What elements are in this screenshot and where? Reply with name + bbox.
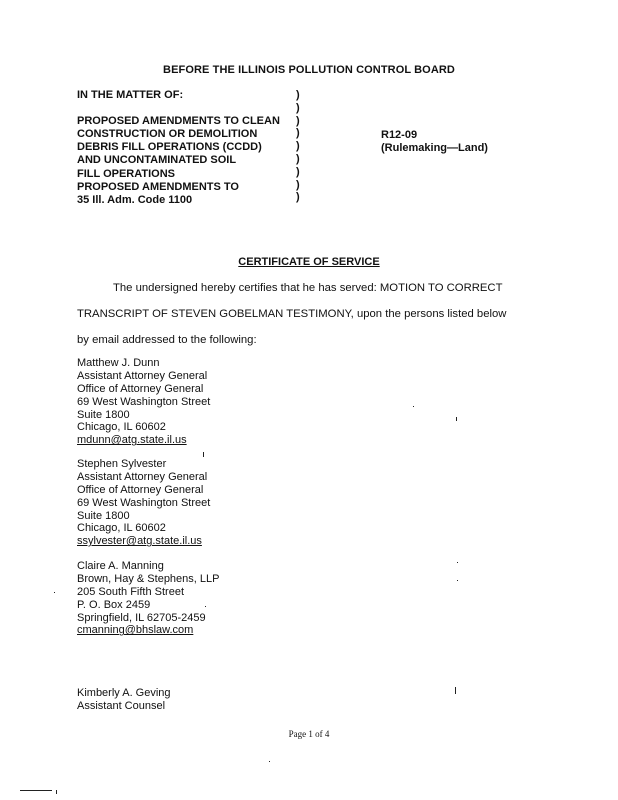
recipient-name: Stephen Sylvester [77,458,167,470]
address-line: 205 South Fifth Street [77,585,185,598]
docket-number: R12-09 [381,129,418,141]
paren: ) [296,178,300,191]
docket-type: (Rulemaking—Land) [381,142,488,154]
scan-speck [205,606,206,607]
caption-parentheses [296,89,300,204]
scan-speck [56,790,57,794]
address-line: 69 West Washington Street [77,496,211,509]
page-number: Page 1 of 4 [288,729,330,739]
caption-line: 35 Ill. Adm. Code 1100 [77,193,193,206]
caption-line: PROPOSED AMENDMENTS TO [77,180,239,193]
recipient-name: Matthew J. Dunn [77,357,160,369]
address-line: Suite 1800 [77,408,130,421]
caption-line [77,102,280,115]
paren: ) [296,165,300,178]
paren: ) [296,191,300,204]
paren: ) [296,127,300,140]
scan-line [20,790,52,791]
caption-line: IN THE MATTER OF: [77,89,184,101]
scan-speck [54,592,55,593]
address-line: Chicago, IL 60602 [77,522,166,535]
recipient-name: Claire A. Manning [77,560,164,572]
recipient-address-block [77,560,219,637]
address-line: P. O. Box 2459 [77,598,151,611]
recipient-email-link[interactable]: ssylvester@atg.state.il.us [77,535,202,548]
caption-line: AND UNCONTAMINATED SOIL [77,154,237,167]
caption-line: PROPOSED AMENDMENTS TO CLEAN [77,115,280,128]
recipient-address-block [77,458,210,548]
scan-speck [413,406,414,407]
scan-speck [455,687,456,694]
paren: ) [296,114,300,127]
address-line: Assistant Attorney General [77,369,208,382]
scan-speck [456,417,457,421]
certificate-text-line: TRANSCRIPT OF STEVEN GOBELMAN TESTIMONY, upon the persons listed below [77,308,507,320]
scan-speck [269,761,270,762]
paren: ) [296,101,300,114]
paren: ) [296,89,300,101]
certificate-text-line: The undersigned hereby certifies that he has served: MOTION TO CORRECT [113,282,503,294]
address-line: Suite 1800 [77,509,130,522]
recipient-address-block [77,357,210,447]
caption-line: CONSTRUCTION OR DEMOLITION [77,128,258,141]
recipient-email-link[interactable]: cmanning@bhslaw.com [77,624,194,637]
address-line: Assistant Counsel [77,699,166,712]
recipient-address-block [77,687,171,713]
address-line: Office of Attorney General [77,483,204,496]
address-line: Brown, Hay & Stephens, LLP [77,572,220,585]
scan-speck [457,580,458,581]
address-line: Chicago, IL 60602 [77,421,166,434]
caption-matter [77,89,280,207]
certificate-title: CERTIFICATE OF SERVICE [238,256,380,268]
address-line: 69 West Washington Street [77,395,211,408]
recipient-name: Kimberly A. Geving [77,687,171,699]
recipient-email-link[interactable]: mdunn@atg.state.il.us [77,434,187,447]
board-title: BEFORE THE ILLINOIS POLLUTION CONTROL BOARD [163,64,455,76]
scan-speck [203,452,204,457]
caption-docket [381,129,488,155]
address-line: Office of Attorney General [77,382,204,395]
paren: ) [296,152,300,165]
certificate-text-line: by email addressed to the following: [77,334,257,346]
scan-speck [457,562,458,563]
address-line: Assistant Attorney General [77,470,208,483]
caption-line: DEBRIS FILL OPERATIONS (CCDD) [77,141,262,154]
paren: ) [296,140,300,153]
caption-line: FILL OPERATIONS [77,167,175,180]
address-line: Springfield, IL 62705-2459 [77,611,206,624]
